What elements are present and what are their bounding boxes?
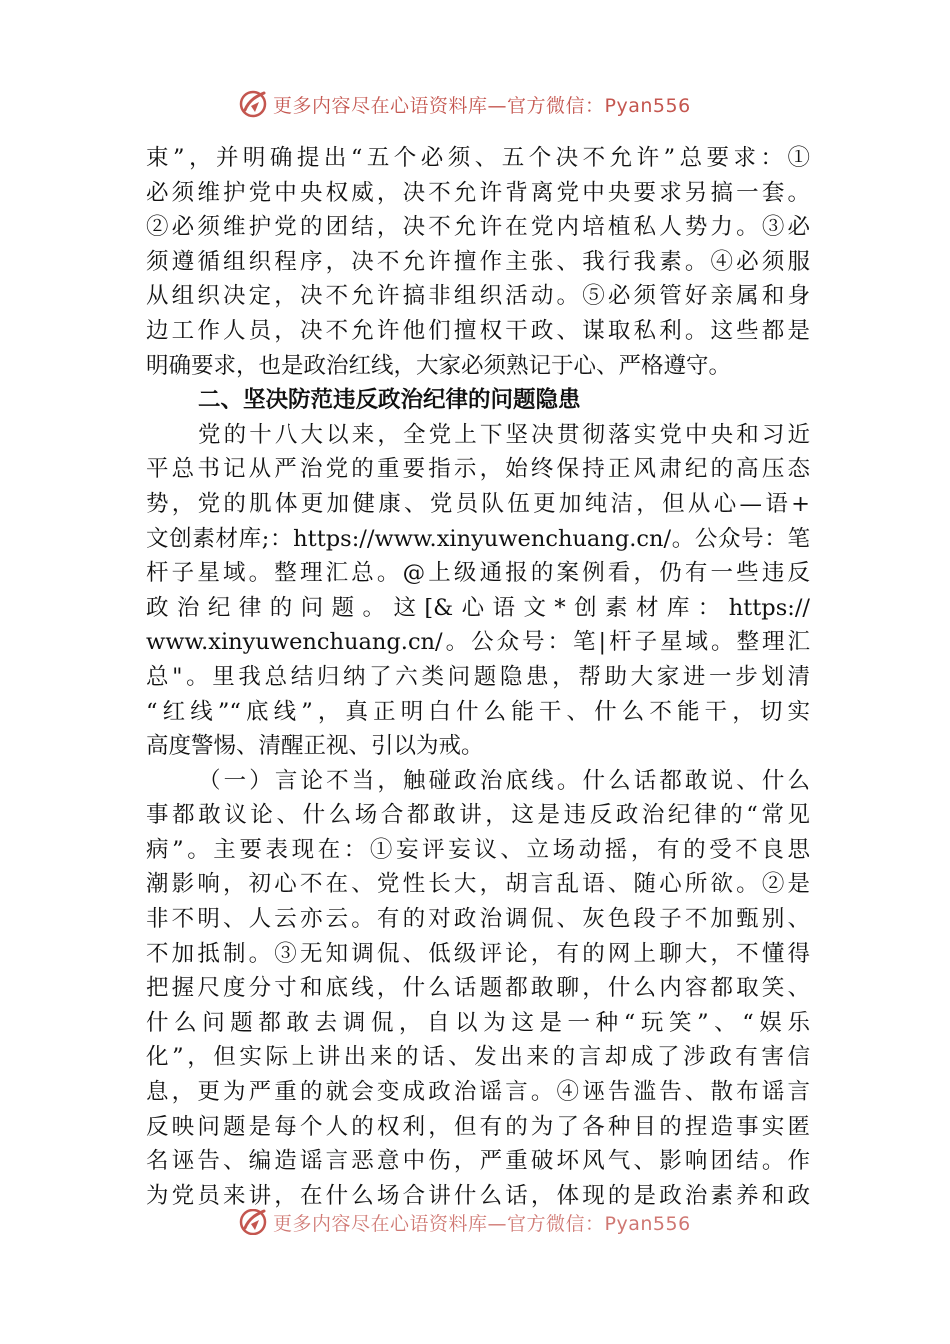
paragraph-line: 从组织决定，决不允许搞非组织活动。⑤必须管好亲属和身 <box>146 283 810 310</box>
paragraph-line: 不加抵制。③无知调侃、低级评论，有的网上聊大，不懂得 <box>146 940 810 967</box>
paragraph-line: 非不明、人云亦云。有的对政治调侃、灰色段子不加甄别、 <box>146 906 810 933</box>
header-watermark <box>237 87 691 121</box>
paragraph-line: 事都敢议论、什么场合都敢讲，这是违反政治纪律的“常见 <box>146 802 810 829</box>
paragraph-line: 必须维护党中央权威，决不允许背离党中央要求另搞一套。 <box>146 179 810 206</box>
watermark-text: 更多内容尽在心语资料库—官方微信：Pyan556 <box>273 94 691 117</box>
paragraph-line: www.xinyuwenchuang.cn/。公众号：笔|杆子星域。整理汇 <box>146 629 810 656</box>
paragraph-line: 政治纪律的问题。这[&心语文*创素材库：https:// <box>146 594 810 621</box>
paragraph-line: 须遵循组织程序，决不允许擅作主张、我行我素。④必须服 <box>146 248 810 275</box>
paragraph-line: ②必须维护党的团结，决不允许在党内培植私人势力。③必 <box>146 214 810 241</box>
paragraph-line: 化”，但实际上讲出来的话、发出来的言却成了涉政有害信 <box>146 1044 810 1071</box>
paragraph-line: 文创素材库;：https://www.xinyuwenchuang.cn/。公众号：笔 <box>146 525 810 552</box>
paragraph-line: 反映问题是每个人的权利，但有的为了各种目的捏造事实匿 <box>146 1113 810 1140</box>
document-body <box>146 141 810 1213</box>
section-heading: 二、坚决防范违反政治纪律的问题隐患 <box>198 387 581 414</box>
paragraph-line: 把握尺度分寸和底线，什么话题都敢聊，什么内容都取笑、 <box>146 975 810 1002</box>
paragraph-line: 什么问题都敢去调侃，自以为这是一种“玩笑”、“娱乐 <box>146 1009 810 1036</box>
paragraph-line: 名诬告、编造谣言恶意中伤，严重破坏风气、影响团结。作 <box>146 1148 810 1175</box>
paragraph-line: 总"。里我总结归纳了六类问题隐患，帮助大家进一步划清 <box>146 663 810 690</box>
paragraph-line: 高度警惕、清醒正视、引以为戒。 <box>146 733 484 760</box>
paragraph-line: 平总书记从严治党的重要指示，始终保持正风肃纪的高压态 <box>146 456 810 483</box>
paragraph-line: （一）言论不当，触碰政治底线。什么话都敢说、什么 <box>198 767 810 794</box>
watermark-text: 更多内容尽在心语资料库—官方微信：Pyan556 <box>273 1212 691 1235</box>
paragraph-line: 杆子星域。整理汇总。@上级通报的案例看，仍有一些违反 <box>146 560 810 587</box>
paragraph-line: 潮影响，初心不在、党性长大，胡言乱语、随心所欲。②是 <box>146 871 810 898</box>
footer-watermark <box>237 1209 691 1235</box>
paragraph-line: 病”。主要表现在：①妄评妄议、立场动摇，有的受不良思 <box>146 836 810 863</box>
paragraph-line: 势，党的肌体更加健康、党员队伍更加纯洁，但从心—语+ <box>146 490 810 517</box>
paragraph-line: 明确要求，也是政治红线，大家必须熟记于心、严格遵守。 <box>146 352 732 379</box>
watermark-logo-icon <box>237 88 269 120</box>
watermark-logo-icon <box>237 1209 269 1235</box>
paragraph-line: “红线”“底线”，真正明白什么能干、什么不能干，切实 <box>146 698 810 725</box>
paragraph-line: 边工作人员，决不允许他们擅权干政、谋取私利。这些都是 <box>146 317 810 344</box>
paragraph-line: 息，更为严重的就会变成政治谣言。④诬告滥告、散布谣言 <box>146 1079 810 1106</box>
paragraph-line: 束”，并明确提出“五个必须、五个决不允许”总要求：① <box>146 145 810 171</box>
paragraph-line: 党的十八大以来，全党上下坚决贯彻落实党中央和习近 <box>198 421 810 448</box>
paragraph-line: 为党员来讲，在什么场合讲什么话，体现的是政治素养和政 <box>146 1182 810 1209</box>
